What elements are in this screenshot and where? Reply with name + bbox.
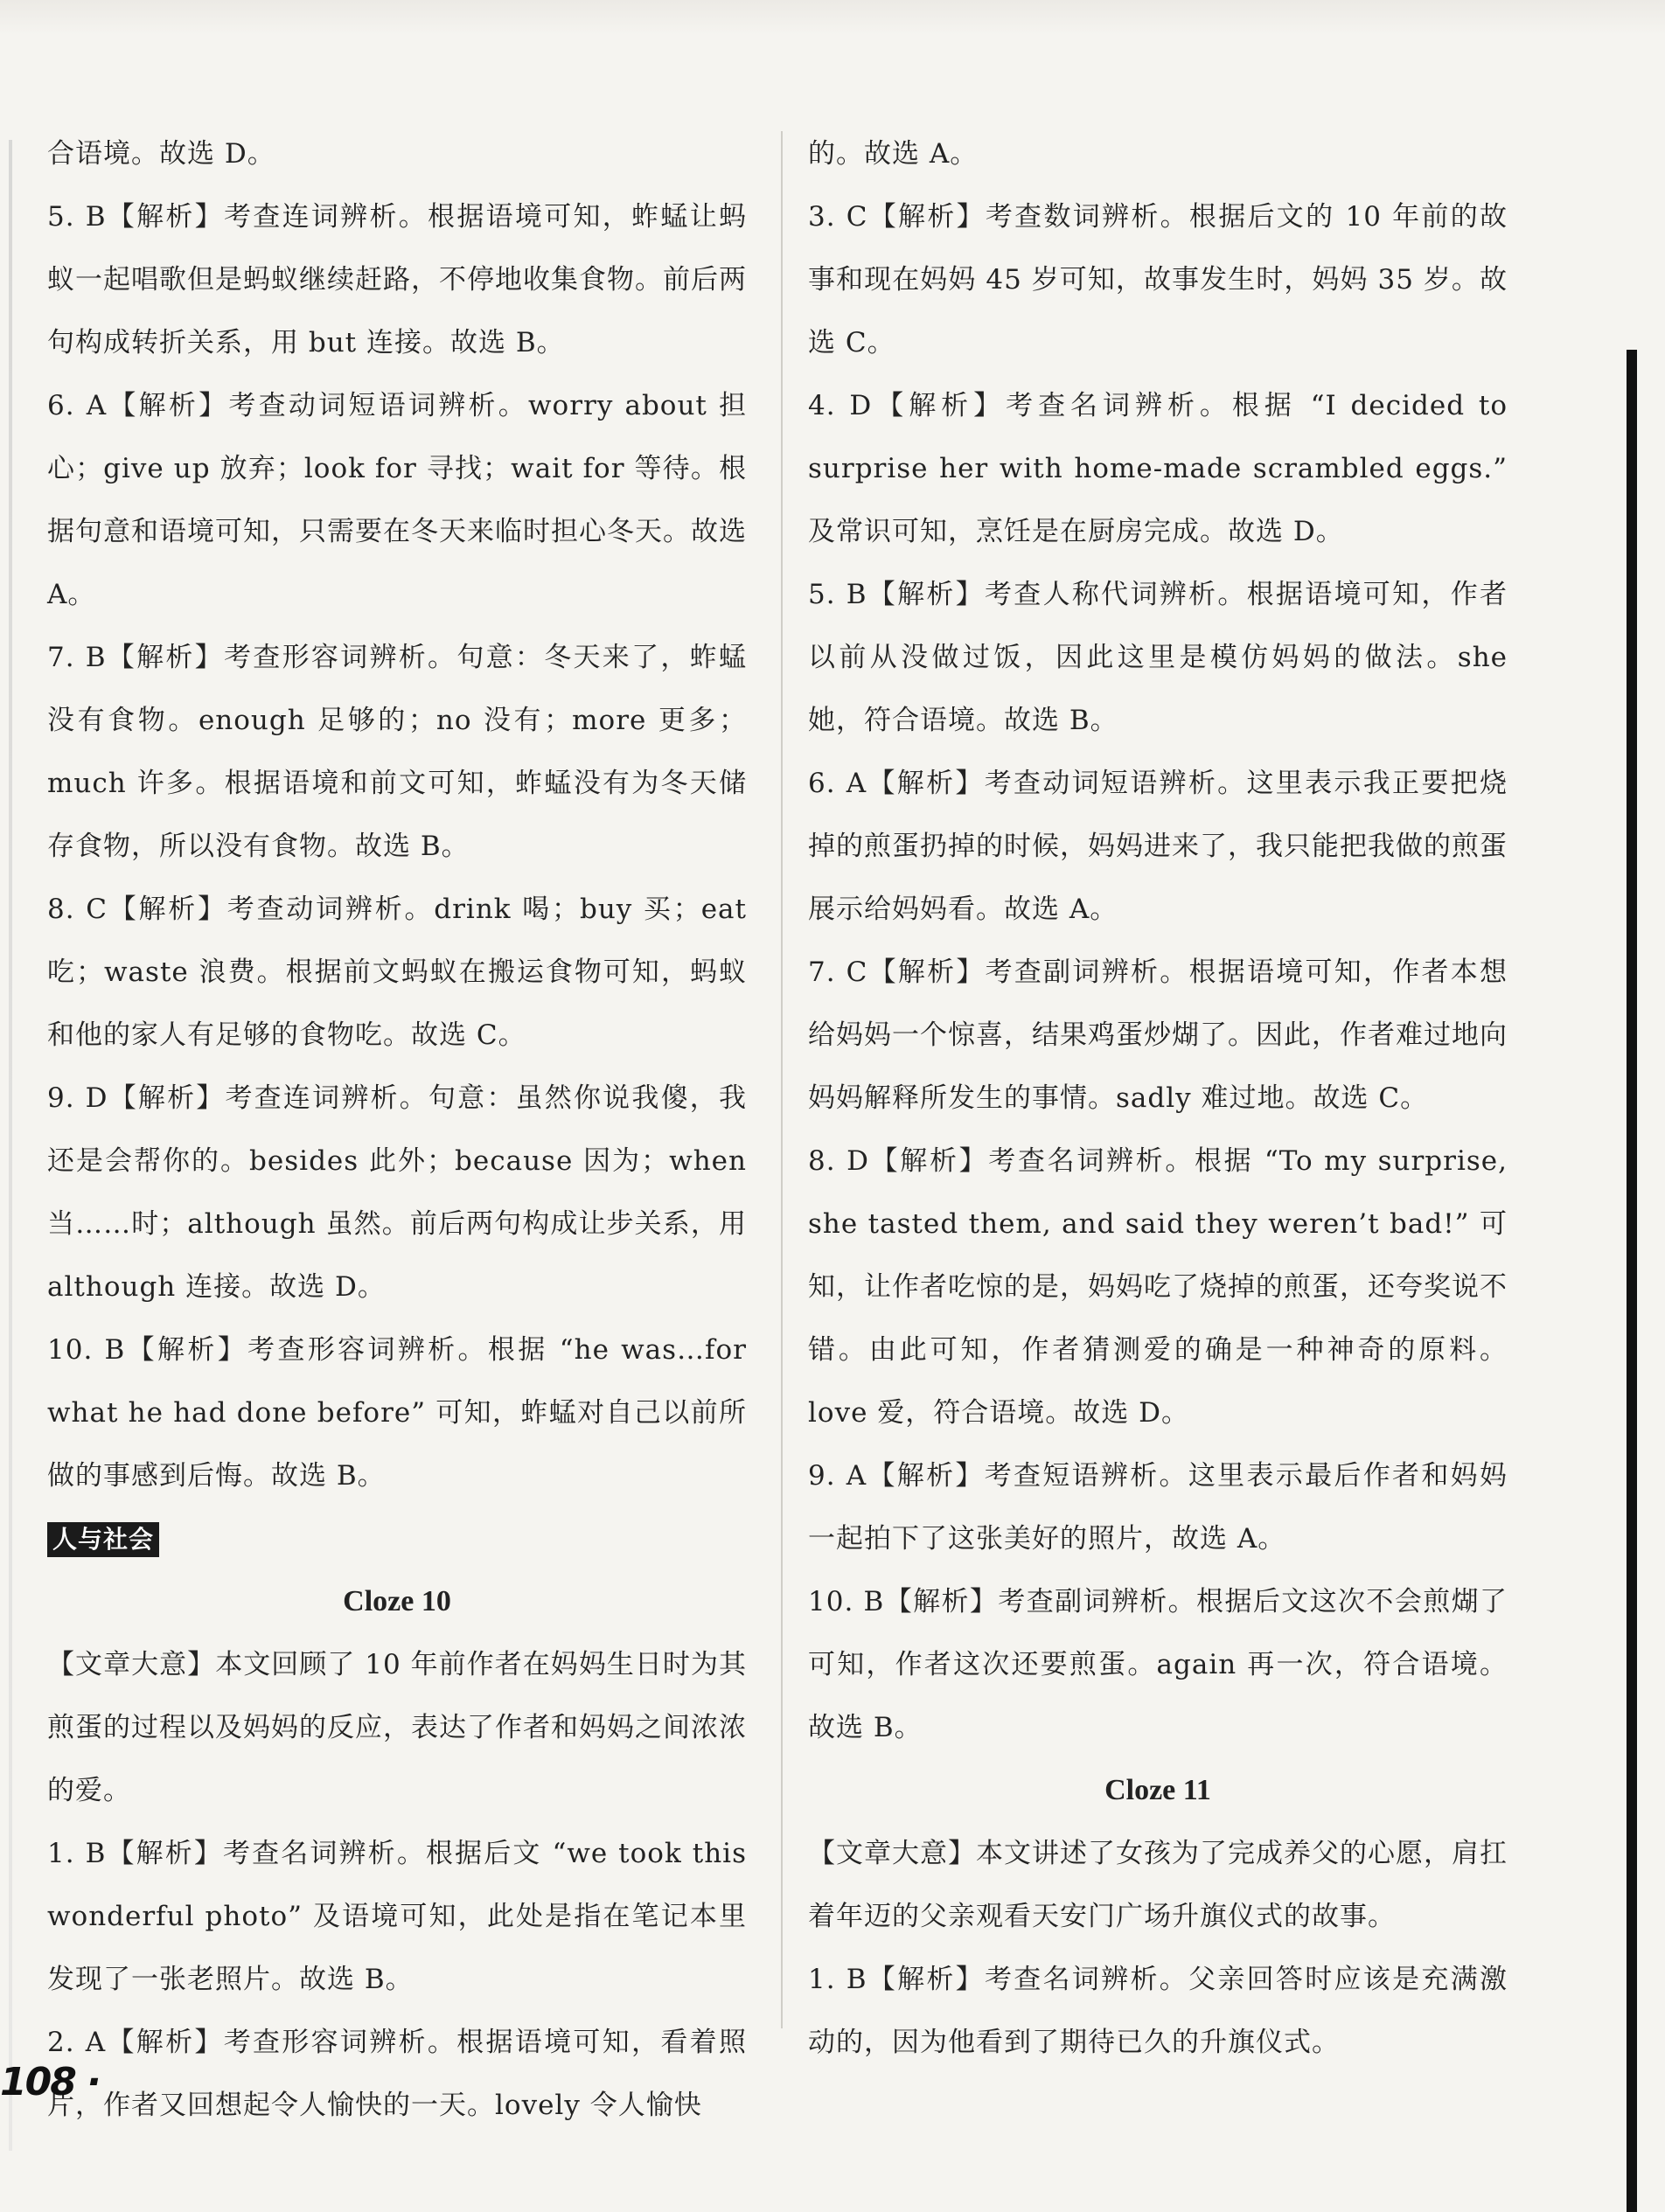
left-column (47, 122, 747, 2137)
paragraph: 5. B【解析】考查连词辨析。根据语境可知，蚱蜢让蚂蚁一起唱歌但是蚂蚁继续赶路，不停地收集食物。前后两句构成转折关系，用 but 连接。故选 B。 (47, 201, 747, 358)
page-number: 108 · (0, 2060, 100, 2104)
right-column (808, 122, 1508, 2074)
scan-right-edge (1627, 350, 1637, 2212)
paragraph: 8. C【解析】考查动词辨析。drink 喝；buy 买；eat 吃；waste 浪费。根据前文蚂蚁在搬运食物可知，蚂蚁和他的家人有足够的食物吃。故选 C。 (47, 894, 747, 1051)
paragraph: 合语境。故选 D。 (47, 138, 275, 170)
paragraph: 【文章大意】本文讲述了女孩为了完成养父的心愿，肩扛着年迈的父亲观看天安门广场升旗仪式的故事。 (808, 1838, 1508, 1932)
paragraph: 7. B【解析】考查形容词辨析。句意：冬天来了，蚱蜢没有食物。enough 足够的；no 没有；more 更多；much 许多。根据语境和前文可知，蚱蜢没有为冬天储存食物，所以没有食物。故选 B。 (47, 642, 747, 862)
paragraph: 【文章大意】本文回顾了 10 年前作者在妈妈生日时为其煎蛋的过程以及妈妈的反应，表达了作者和妈妈之间浓浓的爱。 (47, 1649, 747, 1806)
paragraph: 6. A【解析】考查动词短语词辨析。worry about 担心；give up 放弃；look for 寻找；wait for 等待。根据句意和语境可知，只需要在冬天来临时担心冬天。故选 A。 (47, 390, 747, 610)
paragraph: 8. D【解析】考查名词辨析。根据 “To my surprise, she tasted them, and said they weren’t bad!” 可知，让作者吃惊的是，妈妈吃了烧掉的煎蛋，还夸奖说不错。由此可知，作者猜测爱的确是一种神奇的原料。love 爱，符合语境。故选 D。 (808, 1145, 1508, 1429)
paragraph: 的。故选 A。 (808, 138, 979, 170)
cloze-title: Cloze 11 (1104, 1774, 1211, 1806)
cloze-title: Cloze 10 (343, 1585, 451, 1617)
paragraph: 10. B【解析】考查形容词辨析。根据 “he was…for what he had done before” 可知，蚱蜢对自己以前所做的事感到后悔。故选 B。 (47, 1334, 747, 1492)
paragraph: 4. D【解析】考查名词辨析。根据 “I decided to surprise her with home-made scrambled eggs.” 及常识可知，烹饪是在厨房完成。故选 D。 (808, 390, 1508, 547)
page-top-band (0, 0, 1665, 35)
paragraph: 3. C【解析】考查数词辨析。根据后文的 10 年前的故事和现在妈妈 45 岁可知，故事发生时，妈妈 35 岁。故选 C。 (808, 201, 1508, 358)
paragraph: 10. B【解析】考查副词辨析。根据后文这次不会煎煳了可知，作者这次还要煎蛋。again 再一次，符合语境。故选 B。 (808, 1586, 1508, 1743)
paragraph: 7. C【解析】考查副词辨析。根据语境可知，作者本想给妈妈一个惊喜，结果鸡蛋炒煳了。因此，作者难过地向妈妈解释所发生的事情。sadly 难过地。故选 C。 (808, 956, 1508, 1114)
paragraph: 9. A【解析】考查短语辨析。这里表示最后作者和妈妈一起拍下了这张美好的照片，故选 A。 (808, 1460, 1508, 1555)
scan-left-edge (9, 140, 12, 2151)
column-divider (781, 131, 783, 2028)
paragraph: 9. D【解析】考查连词辨析。句意：虽然你说我傻，我还是会帮你的。besides 此外；because 因为；when 当……时；although 虽然。前后两句构成让步关系，用 although 连接。故选 D。 (47, 1082, 747, 1303)
section-tag-line (47, 1507, 747, 1570)
section-tag: 人与社会 (47, 1522, 159, 1557)
paragraph: 2. A【解析】考查形容词辨析。根据语境可知，看着照片，作者又回想起令人愉快的一天。lovely 令人愉快 (47, 2027, 747, 2121)
paragraph: 1. B【解析】考查名词辨析。根据后文 “we took this wonderful photo” 及语境可知，此处是指在笔记本里发现了一张老照片。故选 B。 (47, 1838, 747, 1995)
paragraph: 6. A【解析】考查动词短语辨析。这里表示我正要把烧掉的煎蛋扔掉的时候，妈妈进来了，我只能把我做的煎蛋展示给妈妈看。故选 A。 (808, 768, 1508, 925)
paragraph: 1. B【解析】考查名词辨析。父亲回答时应该是充满激动的，因为他看到了期待已久的升旗仪式。 (808, 1964, 1508, 2058)
paragraph: 5. B【解析】考查人称代词辨析。根据语境可知，作者以前从没做过饭，因此这里是模仿妈妈的做法。she 她，符合语境。故选 B。 (808, 579, 1508, 736)
